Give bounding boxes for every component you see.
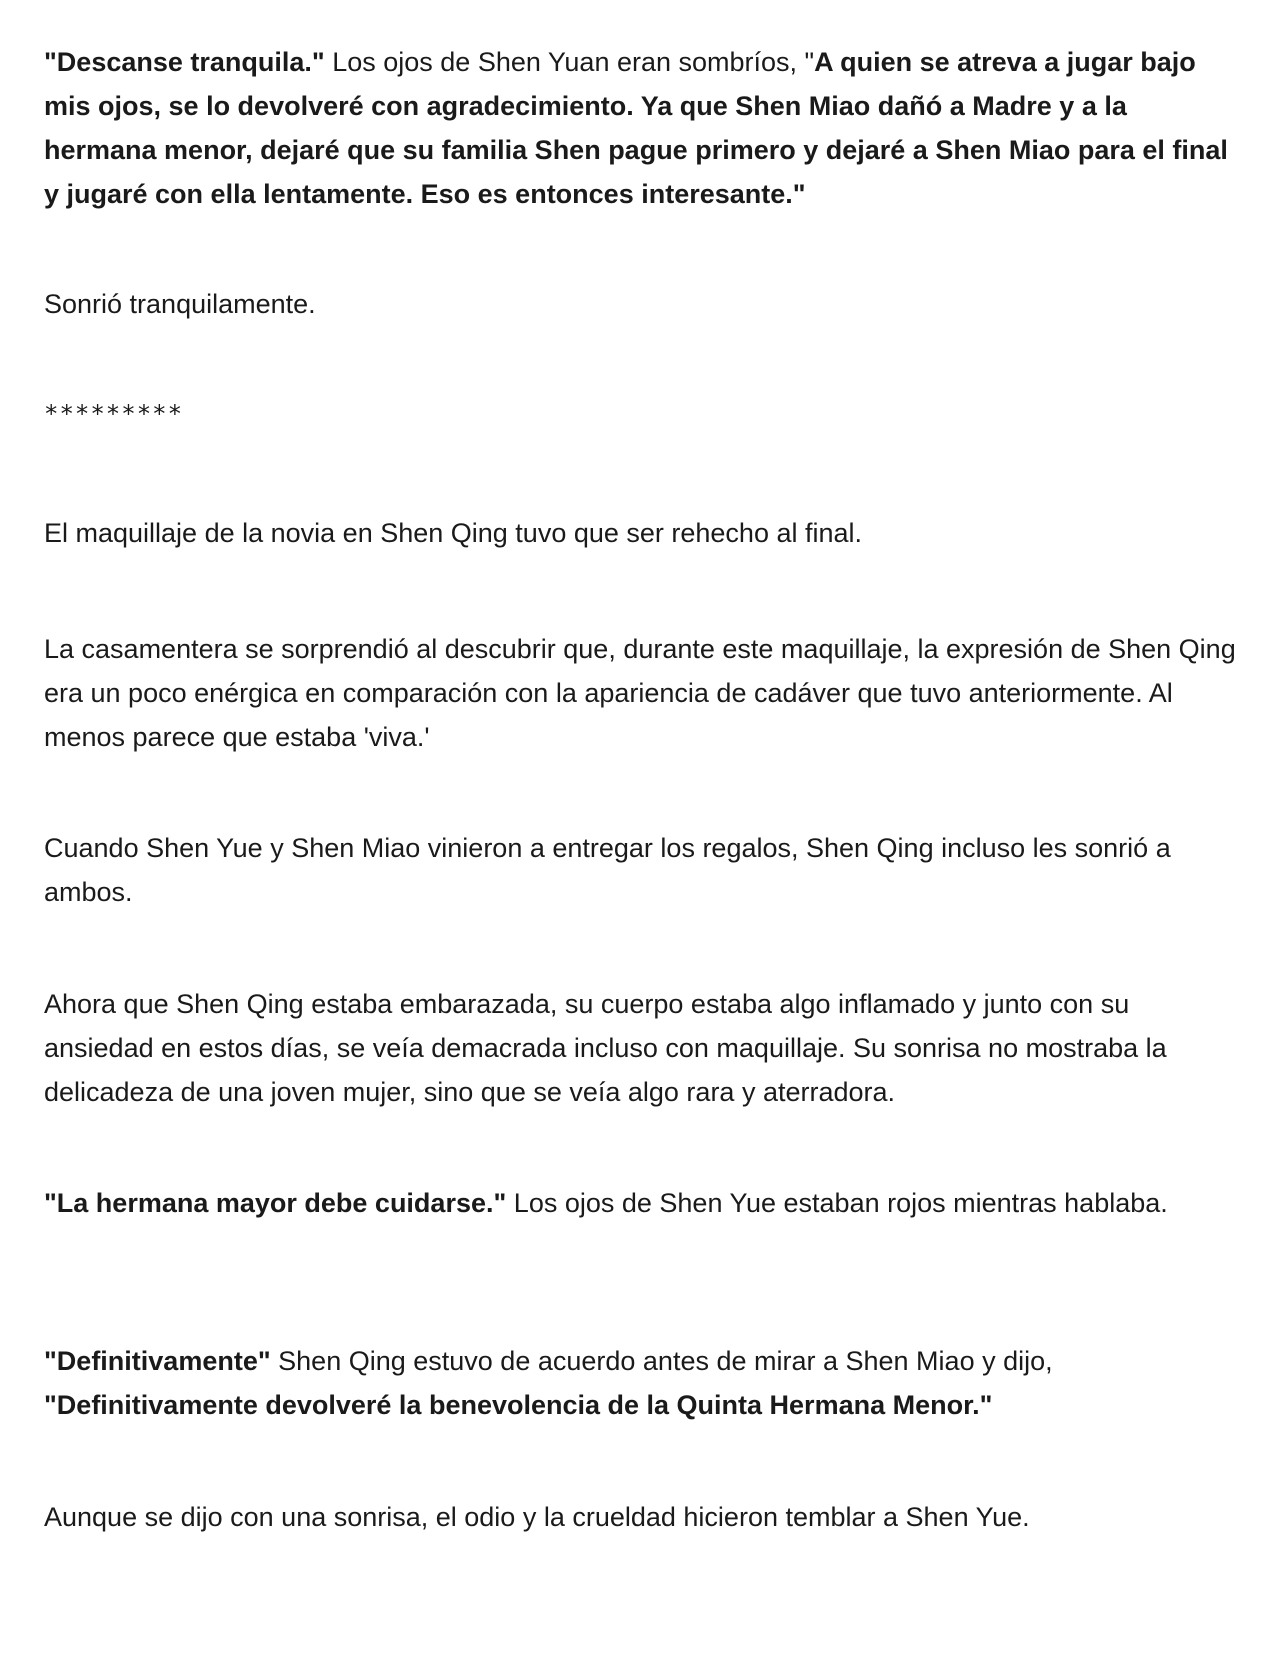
dialogue-bold: "Definitivamente devolveré la benevolencia de la Quinta Hermana Menor.": [44, 1390, 993, 1420]
narration-text: Ahora que Shen Qing estaba embarazada, su cuerpo estaba algo inflamado y junto con su ansiedad en estos días, se veía demacrada incluso con maquillaje. Su sonrisa no mostraba la delicadeza de una joven mujer, sino que se veía algo rara y aterradora.: [44, 989, 1167, 1107]
paragraph-8: [44, 1181, 1244, 1225]
narration-text: Los ojos de Shen Yue estaban rojos mientras hablaba.: [506, 1188, 1168, 1218]
narration-text: La casamentera se sorprendió al descubrir que, durante este maquillaje, la expresión de Shen Qing era un poco enérgica en comparación con la apariencia de cadáver que tuvo anteriormente. Al menos parece que estaba 'viva.': [44, 634, 1236, 752]
narration-text: Shen Qing estuvo de acuerdo antes de mirar a Shen Miao y dijo,: [270, 1346, 1053, 1376]
dialogue-bold: "La hermana mayor debe cuidarse.": [44, 1188, 507, 1218]
paragraph-10: [44, 1495, 1244, 1539]
paragraph-9: [44, 1339, 1244, 1427]
narration-text: Los ojos de Shen Yuan eran sombríos, ": [324, 47, 815, 77]
dialogue-bold: A quien se atreva a jugar bajo mis ojos, se lo devolveré con agradecimiento. Ya que Shen Miao dañó a Madre y a la hermana menor, dejaré que su familia Shen pague primero y dejaré a Shen Miao para el final y jugaré con ella lentamente. Eso es entonces interesante.": [44, 47, 1228, 209]
dialogue-bold: "Descanse tranquila.": [44, 47, 325, 77]
dialogue-bold: "Definitivamente": [44, 1346, 271, 1376]
narration-text: Sonrió tranquilamente.: [44, 289, 316, 319]
paragraph-2: [44, 282, 1244, 326]
narration-text: Cuando Shen Yue y Shen Miao vinieron a entregar los regalos, Shen Qing incluso les sonrió a ambos.: [44, 833, 1171, 907]
separator-text: *********: [44, 400, 184, 428]
paragraph-4: [44, 511, 1244, 555]
narration-text: Aunque se dijo con una sonrisa, el odio y la crueldad hicieron temblar a Shen Yue.: [44, 1502, 1030, 1532]
section-separator: [44, 392, 1244, 436]
paragraph-1: [44, 40, 1244, 216]
narration-text: El maquillaje de la novia en Shen Qing tuvo que ser rehecho al final.: [44, 518, 863, 548]
paragraph-5: [44, 627, 1244, 759]
paragraph-6: [44, 826, 1244, 914]
paragraph-7: [44, 982, 1244, 1114]
